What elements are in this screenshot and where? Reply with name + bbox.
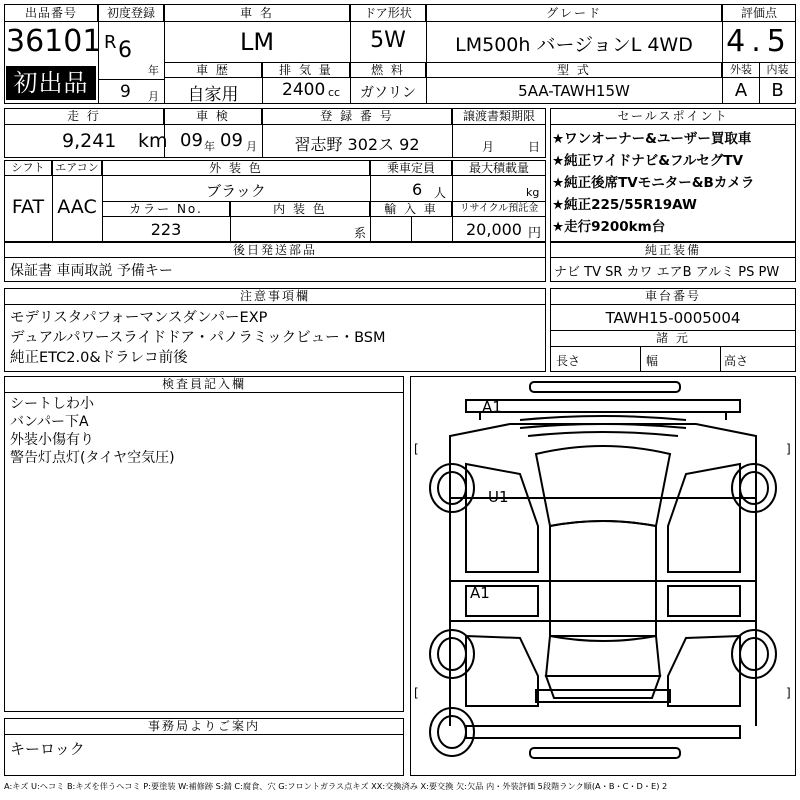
- inspector-line: 警告灯点灯(タイヤ空気圧): [10, 450, 175, 466]
- recycle-unit: 円: [528, 226, 542, 241]
- note-line: モデリスタパフォーマンスダンパーEXP: [10, 310, 268, 326]
- later-parts-label: 後日発送部品: [4, 242, 546, 258]
- sales-point-item: ★走行9200km台: [552, 219, 666, 235]
- chassis-label: 車台番号: [550, 288, 796, 305]
- era-year: 6: [118, 38, 132, 63]
- door-label: ドア形状: [350, 4, 426, 22]
- plate-number: 習志野 302ス 92: [294, 135, 420, 154]
- ac-label: エアコン: [52, 160, 102, 176]
- notes-label: 注意事項欄: [4, 288, 546, 305]
- legend: A:キズ U:ヘコミ B:キズを伴うヘコミ P:要塗装 W:補修跡 S:錆 C:腐食、穴 G:フロントガラス点キズ XX:交換済み X:要交換 欠:欠品 内・外装評価 5段階ランク順(A・B・C・D・E) 2: [4, 781, 668, 791]
- sales-point-item: ★純正後席TVモニター&Bカメラ: [552, 175, 755, 191]
- equipment: ナビ TV SR カワ エアB アルミ PS PW: [554, 265, 780, 280]
- lot-number: 36101: [6, 24, 102, 59]
- transfer-month-unit: 月: [482, 140, 495, 154]
- car-name: LM: [239, 28, 275, 56]
- office-notice: キーロック: [10, 740, 85, 758]
- car-body-diagram: [410, 376, 796, 776]
- inspection-year: 09: [180, 130, 203, 151]
- inspection-month-unit: 月: [246, 140, 257, 153]
- lot-number-label: 出品番号: [4, 4, 98, 22]
- inspector-label: 検査員記入欄: [4, 376, 404, 393]
- exterior-color: ブラック: [206, 182, 266, 200]
- car-name-label: 車 名: [164, 4, 350, 22]
- damage-mark: A1: [470, 584, 490, 602]
- year-unit: 年: [148, 64, 159, 77]
- load-unit: kg: [526, 186, 540, 199]
- exterior-grade: A: [734, 80, 748, 101]
- history-label: 車 歴: [164, 62, 262, 78]
- chassis-number: TAWH15-0005004: [605, 309, 741, 327]
- bracket-left: [: [414, 686, 419, 700]
- dims-label: 諸 元: [550, 330, 796, 347]
- fuel: ガソリン: [360, 85, 416, 101]
- load-label: 最大積載量: [452, 160, 546, 176]
- door-type: 5W: [370, 28, 406, 53]
- month-unit: 月: [148, 90, 159, 103]
- shift-label: シフト: [4, 160, 52, 176]
- note-line: デュアルパワースライドドア・パノラミックビュー・BSM: [10, 330, 386, 346]
- shift: FAT: [11, 196, 45, 218]
- color-label: 外 装 色: [102, 160, 370, 176]
- bracket-right: ]: [786, 686, 791, 700]
- recycle-fee: 20,000: [466, 220, 522, 239]
- inspection-label: 車 検: [164, 108, 262, 125]
- history: 自家用: [187, 85, 239, 105]
- color-no-label: カラー No.: [102, 201, 230, 217]
- sales-point-item: ★ワンオーナー&ユーザー買取車: [552, 131, 752, 147]
- mileage-unit: km: [138, 130, 168, 152]
- displacement-unit: cc: [328, 86, 341, 99]
- first-listing-badge: 初出品: [6, 66, 96, 100]
- model-code: 5AA-TAWH15W: [518, 82, 630, 100]
- interior-label: 内装: [759, 62, 796, 78]
- score-label: 評価点: [722, 4, 796, 22]
- reg-month: 9: [120, 82, 131, 102]
- bracket-left: [: [414, 442, 419, 456]
- inspection-year-unit: 年: [204, 140, 215, 153]
- height-label: 高さ: [724, 354, 749, 368]
- first-registration-label: 初度登録: [98, 4, 164, 22]
- length-label: 長さ: [556, 354, 581, 368]
- sales-point-item: ★純正ワイドナビ&フルセグTV: [552, 153, 744, 169]
- displacement: 2400: [282, 80, 326, 100]
- exterior-label: 外装: [722, 62, 760, 78]
- note-line: 純正ETC2.0&ドラレコ前後: [10, 350, 188, 366]
- capacity: 6: [412, 180, 423, 199]
- later-parts: 保証書 車両取説 予備キー: [10, 263, 173, 279]
- inspection-month: 09: [220, 130, 243, 151]
- import-label: 輸 入 車: [370, 201, 452, 217]
- inspector-line: シートしわ小: [10, 396, 94, 412]
- recycle-label: リサイクル預託金: [452, 201, 546, 217]
- mileage-label: 走 行: [4, 108, 164, 125]
- plate-label: 登 録 番 号: [262, 108, 452, 125]
- bracket-right: ]: [786, 442, 791, 456]
- mileage: 9,241: [62, 130, 117, 152]
- interior-color-label: 内 装 色: [230, 201, 370, 217]
- damage-mark: A1: [482, 398, 502, 416]
- sales-points-label: セールスポイント: [550, 108, 796, 125]
- score: 4.5: [726, 24, 792, 59]
- inspector-line: バンパー下A: [10, 414, 89, 430]
- interior-grade: B: [771, 80, 784, 101]
- equipment-label: 純正装備: [550, 242, 796, 258]
- grade-label: グレード: [426, 4, 722, 22]
- capacity-label: 乗車定員: [370, 160, 452, 176]
- sales-point-item: ★純正225/55R19AW: [552, 197, 697, 213]
- inspector-line: 外装小傷有り: [10, 432, 94, 448]
- transfer-day-unit: 日: [528, 140, 541, 154]
- damage-mark: U1: [488, 488, 509, 506]
- fuel-label: 燃 料: [350, 62, 426, 78]
- displacement-label: 排 気 量: [262, 62, 350, 78]
- transfer-label: 譲渡書類期限: [452, 108, 546, 125]
- grade: LM500h バージョンL 4WD: [455, 34, 693, 56]
- era-letter: R: [104, 32, 117, 53]
- office-notice-label: 事務局よりご案内: [4, 718, 404, 735]
- interior-color-unit: 系: [354, 226, 367, 240]
- color-number: 223: [150, 220, 182, 239]
- model-label: 型 式: [426, 62, 722, 78]
- capacity-unit: 人: [434, 186, 447, 200]
- width-label: 幅: [646, 354, 659, 368]
- ac: AAC: [57, 196, 97, 218]
